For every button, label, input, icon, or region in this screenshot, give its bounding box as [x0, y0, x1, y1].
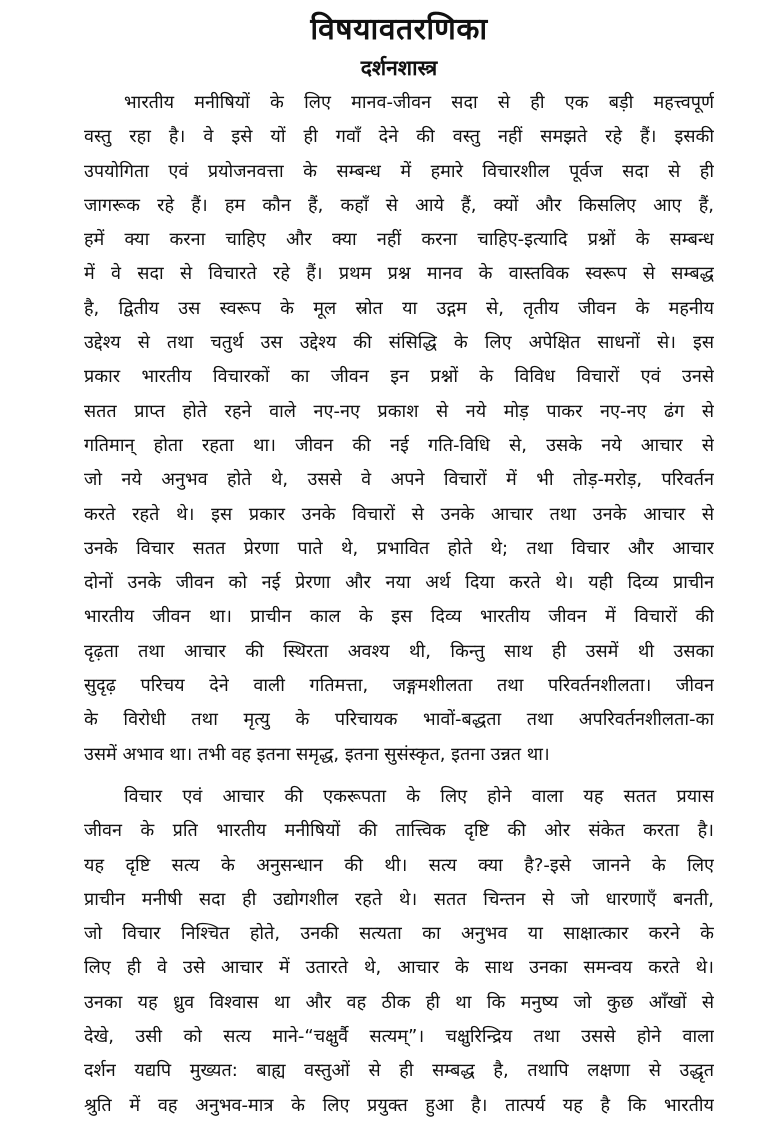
- paragraph-spacer: [84, 772, 714, 780]
- text-line: विचार एवं आचार की एकरूपता के लिए होने वाला यह सतत प्रयास: [124, 785, 714, 807]
- text-line: के विरोधी तथा मृत्यु के परिचायक भावों-बद्धता तथा अपरिवर्तनशीलता-का: [84, 709, 714, 731]
- text-line: प्राचीन मनीषी सदा ही उद्योगशील रहते थे। सतत चिन्तन से जो धारणाएँ बनती,: [84, 888, 714, 910]
- text-line: में वे सदा से विचारते रहे हैं। प्रथम प्रश्न मानव के वास्तविक स्वरूप से सम्बद्ध: [84, 263, 714, 285]
- text-line: उद्देश्य से तथा चतुर्थ उस उद्देश्य की संसिद्धि के लिए अपेक्षित साधनों से। इस: [84, 332, 714, 354]
- text-line: दर्शन यद्यपि मुख्यत: बाह्य वस्तुओं से ही सम्बद्ध है, तथापि लक्षणा से उद्धृत: [84, 1060, 714, 1082]
- chapter-title: विषयावतरणिका: [310, 12, 488, 47]
- text-line: प्रकार भारतीय विचारकों का जीवन इन प्रश्नों के विविध विचारों एवं उनसे: [84, 366, 714, 388]
- text-line: भारतीय जीवन था। प्राचीन काल के इस दिव्य भारतीय जीवन में विचारों की: [84, 606, 714, 628]
- text-line: है, द्वितीय उस स्वरूप के मूल स्रोत या उद्गम से, तृतीय जीवन के महनीय: [84, 297, 714, 319]
- text-line: सुदृढ़ परिचय देने वाली गतिमत्ता, जङ्गमशीलता तथा परिवर्तनशीलता। जीवन: [84, 675, 714, 697]
- paragraph-1: [84, 86, 714, 772]
- text-line: जागरूक रहे हैं। हम कौन हैं, कहाँ से आये हैं, क्यों और किसलिए आए हैं,: [84, 194, 714, 216]
- text-line: वस्तु रहा है। वे इसे यों ही गवाँ देने की वस्तु नहीं समझते रहे हैं। इसकी: [84, 126, 714, 148]
- text-line: गतिमान् होता रहता था। जीवन की नई गति-विधि से, उसके नये आचार से: [84, 434, 714, 456]
- text-line: उनके विचार सतत प्रेरणा पाते थे, प्रभावित होते थे; तथा विचार और आचार: [84, 537, 714, 559]
- text-line: करते रहते थे। इस प्रकार उनके विचारों से उनके आचार तथा उनके आचार से: [84, 503, 714, 525]
- text-line: सतत प्राप्त होते रहने वाले नए-नए प्रकाश से नये मोड़ पाकर नए-नए ढंग से: [84, 400, 714, 422]
- text-line: उपयोगिता एवं प्रयोजनवत्ता के सम्बन्ध में हमारे विचारशील पूर्वज सदा से ही: [84, 160, 714, 182]
- text-line: देखे, उसी को सत्य माने-“चक्षुर्वै सत्यम्”। चक्षुरिन्द्रिय तथा उससे होने वाला: [84, 1026, 714, 1048]
- text-line: यह दृष्टि सत्य के अनुसन्धान की थी। सत्य क्या है?-इसे जानने के लिए: [84, 854, 714, 876]
- text-line: जो नये अनुभव होते थे, उससे वे अपने विचारों में भी तोड़-मरोड़, परिवर्तन: [84, 469, 714, 491]
- text-line: दोनों उनके जीवन को नई प्रेरणा और नया अर्थ दिया करते थे। यही दिव्य प्राचीन: [84, 572, 714, 594]
- text-line: श्रुति में वह अनुभव-मात्र के लिए प्रयुक्त हुआ है। तात्पर्य यह है कि भारतीय: [84, 1094, 714, 1116]
- text-line: लिए ही वे उसे आचार में उतारते थे, आचार के साथ उनका समन्वय करते थे।: [84, 957, 714, 979]
- text-line: जीवन के प्रति भारतीय मनीषियों की तात्त्विक दृष्टि की ओर संकेत करता है।: [84, 820, 714, 842]
- text-line: उसमें अभाव था। तभी वह इतना समृद्ध, इतना सुसंस्कृत, इतना उन्नत था।: [84, 743, 550, 765]
- paragraph-2: [84, 780, 714, 1123]
- text-line: हमें क्या करना चाहिए और क्या नहीं करना चाहिए-इत्यादि प्रश्नों के सम्बन्ध: [84, 229, 714, 251]
- text-line: दृढ़ता तथा आचार की स्थिरता अवश्य थी, किन्तु साथ ही उसमें थी उसका: [84, 640, 714, 662]
- text-line: जो विचार निश्चित होते, उनकी सत्यता का अनुभव या साक्षात्कार करने के: [84, 923, 714, 945]
- text-line: उनका यह ध्रुव विश्वास था और वह ठीक ही था कि मनुष्य जो कुछ आँखों से: [84, 991, 714, 1013]
- text-line: भारतीय मनीषियों के लिए मानव-जीवन सदा से ही एक बड़ी महत्त्वपूर्ण: [124, 92, 714, 113]
- section-subtitle: दर्शनशास्त्र: [360, 56, 438, 80]
